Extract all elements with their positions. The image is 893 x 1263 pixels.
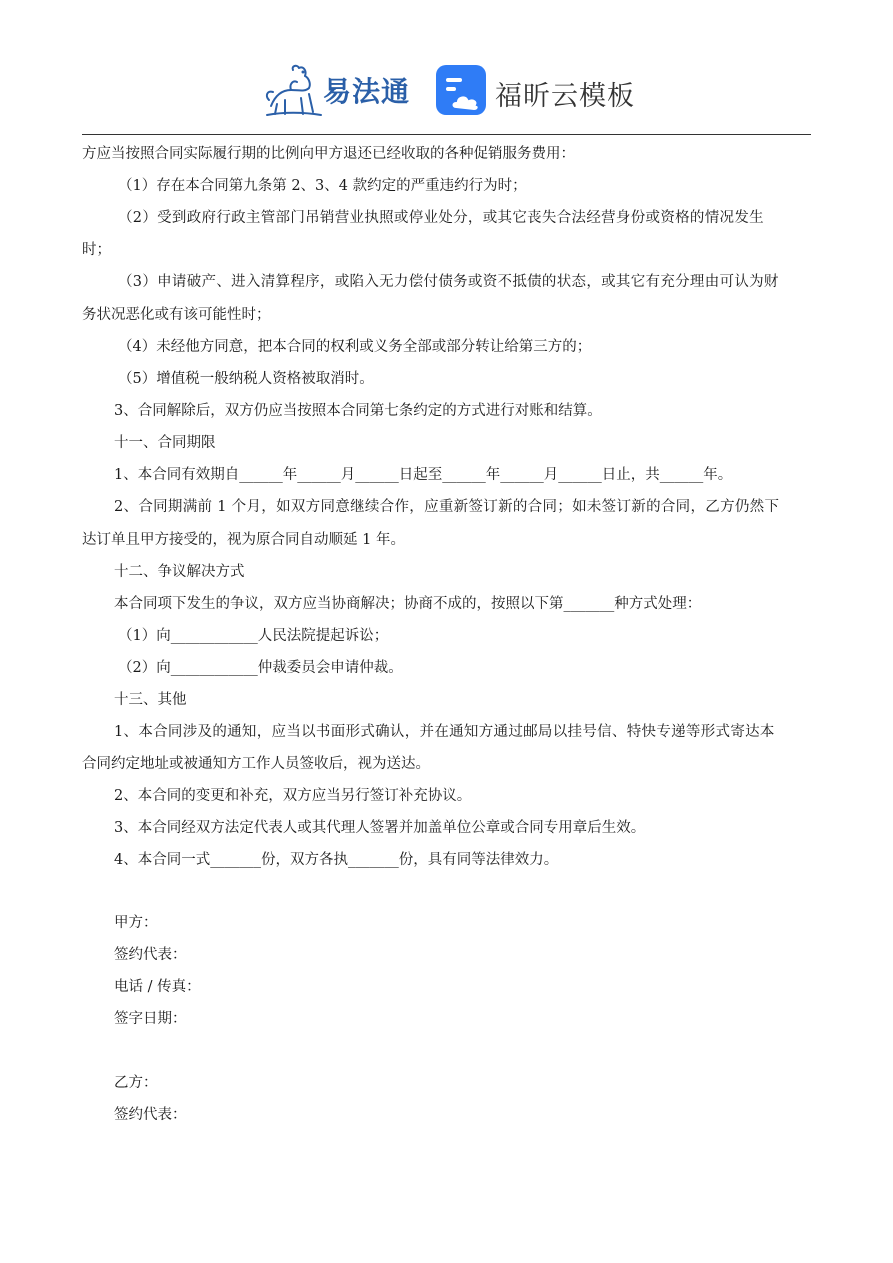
text-line: 1、本合同涉及的通知，应当以书面形式确认，并在通知方通过邮局以挂号信、特快专递等形式寄达本 [114, 724, 775, 740]
text-line: （1）存在本合同第九条第 2、3、4 款约定的严重违约行为时； [118, 178, 527, 194]
section-heading: 十三、其他 [114, 692, 187, 708]
text-line: 合同约定地址或被通知方工作人员签收后，视为送达。 [82, 756, 430, 772]
text-line: 2、合同期满前 1 个月，如双方同意继续合作，应重新签订新的合同；如未签订新的合同，乙方仍然下 [114, 499, 780, 515]
text-line: （1）向____________人民法院提起诉讼； [118, 628, 389, 644]
header-divider [82, 134, 811, 135]
text-line: （4）未经他方同意，把本合同的权利或义务全部或部分转让给第三方的； [118, 339, 592, 355]
text-line: 3、本合同经双方法定代表人或其代理人签署并加盖单位公章或合同专用章后生效。 [114, 820, 646, 836]
text-line: 1、本合同有效期自______年______月______日起至______年______月______日止，共______年。 [114, 467, 733, 483]
section-heading: 十一、合同期限 [114, 435, 216, 451]
foxit-template-logo [436, 65, 646, 121]
signing-date-label: 签字日期： [114, 1011, 187, 1027]
text-line: 4、本合同一式_______份，双方各执_______份，具有同等法律效力。 [114, 852, 559, 868]
section-heading: 十二、争议解决方式 [114, 564, 245, 580]
signing-rep-label: 签约代表： [114, 947, 187, 963]
text-line: 本合同项下发生的争议，双方应当协商解决；协商不成的，按照以下第_______种方式处理： [114, 596, 702, 612]
cloud-document-icon [436, 65, 486, 115]
page-header [0, 58, 893, 128]
text-line: 方应当按照合同实际履行期的比例向甲方退还已经收取的各种促销服务费用： [82, 146, 575, 162]
party-a-label: 甲方： [114, 915, 158, 931]
text-line: （3）申请破产、进入清算程序，或陷入无力偿付债务或资不抵债的状态，或其它有充分理由可认为财 [118, 274, 779, 290]
yifatong-logo [263, 58, 413, 122]
text-line: 时； [82, 242, 111, 258]
text-line: 务状况恶化或有该可能性时； [82, 307, 271, 323]
party-b-label: 乙方： [114, 1075, 158, 1091]
text-line: 3、合同解除后，双方仍应当按照本合同第七条约定的方式进行对账和结算。 [114, 403, 602, 419]
brand-left-text: 易法通 [323, 75, 411, 108]
brand-right-text: 福昕云模板 [495, 81, 635, 112]
text-line: （5）增值税一般纳税人资格被取消时。 [118, 371, 374, 387]
text-line: （2）向____________仲裁委员会申请仲裁。 [118, 660, 403, 676]
text-line: （2）受到政府行政主管部门吊销营业执照或停业处分，或其它丧失合法经营身份或资格的情况发生 [118, 210, 764, 226]
signing-rep-label: 签约代表： [114, 1107, 187, 1123]
text-line: 达订单且甲方接受的，视为原合同自动顺延 1 年。 [82, 532, 405, 548]
text-line: 2、本合同的变更和补充，双方应当另行签订补充协议。 [114, 788, 472, 804]
qilin-mascot-icon [263, 60, 323, 118]
phone-fax-label: 电话 / 传真： [114, 979, 201, 995]
